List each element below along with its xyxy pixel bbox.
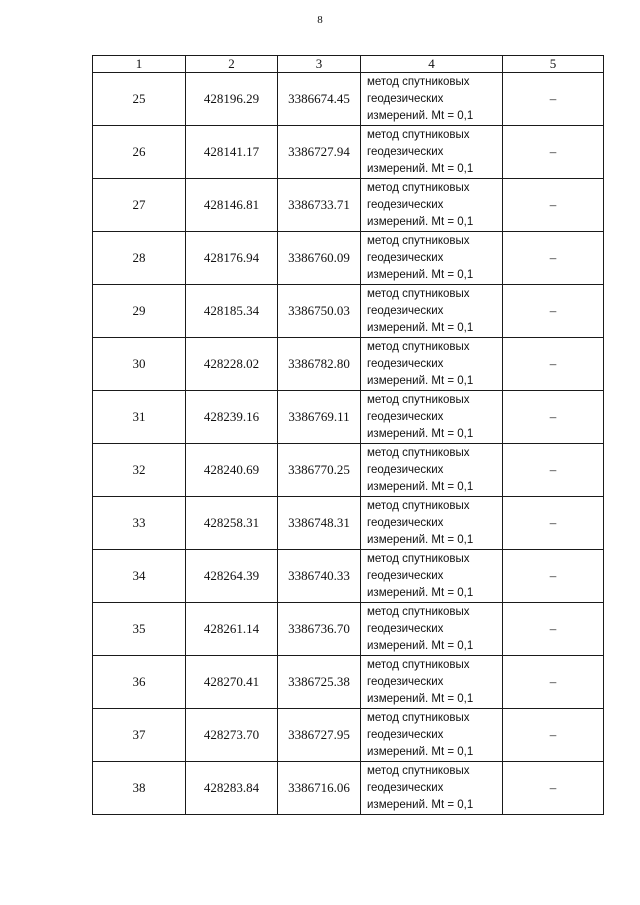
- x-coordinate-cell: 428283.84: [186, 762, 278, 815]
- method-cell: [361, 497, 503, 550]
- note-cell: –: [503, 762, 604, 815]
- point-number-cell: 25: [93, 73, 186, 126]
- x-coordinate-cell: 428273.70: [186, 709, 278, 762]
- y-coordinate-cell: 3386769.11: [278, 391, 361, 444]
- note-cell: –: [503, 126, 604, 179]
- method-line: геодезических: [367, 675, 444, 688]
- point-number-cell: 32: [93, 444, 186, 497]
- x-coordinate-cell: 428141.17: [186, 126, 278, 179]
- note-cell: –: [503, 391, 604, 444]
- header-col-2: 2: [186, 56, 278, 73]
- y-coordinate-cell: 3386725.38: [278, 656, 361, 709]
- y-coordinate-cell: 3386727.94: [278, 126, 361, 179]
- page-number: 8: [317, 14, 323, 26]
- method-line: измерений. Mt = 0,1: [367, 268, 474, 281]
- method-line: метод спутниковых: [367, 181, 470, 194]
- method-cell: [361, 179, 503, 232]
- method-line: измерений. Mt = 0,1: [367, 109, 474, 122]
- y-coordinate-cell: 3386782.80: [278, 338, 361, 391]
- method-line: метод спутниковых: [367, 128, 470, 141]
- point-number-cell: 30: [93, 338, 186, 391]
- point-number-cell: 36: [93, 656, 186, 709]
- x-coordinate-cell: 428239.16: [186, 391, 278, 444]
- method-cell: [361, 656, 503, 709]
- method-cell: [361, 338, 503, 391]
- table-row: [93, 179, 604, 232]
- method-line: измерений. Mt = 0,1: [367, 692, 474, 705]
- method-line: измерений. Mt = 0,1: [367, 745, 474, 758]
- point-number-cell: 31: [93, 391, 186, 444]
- note-cell: –: [503, 338, 604, 391]
- note-cell: –: [503, 285, 604, 338]
- header-col-1: 1: [93, 56, 186, 73]
- note-cell: –: [503, 550, 604, 603]
- method-cell: [361, 232, 503, 285]
- coordinates-table: [92, 55, 604, 815]
- method-line: геодезических: [367, 516, 444, 529]
- method-line: метод спутниковых: [367, 287, 470, 300]
- table-row: [93, 232, 604, 285]
- x-coordinate-cell: 428264.39: [186, 550, 278, 603]
- method-line: измерений. Mt = 0,1: [367, 162, 474, 175]
- method-line: метод спутниковых: [367, 340, 470, 353]
- method-cell: [361, 444, 503, 497]
- x-coordinate-cell: 428196.29: [186, 73, 278, 126]
- note-cell: –: [503, 444, 604, 497]
- table-body: [93, 73, 604, 815]
- x-coordinate-cell: 428185.34: [186, 285, 278, 338]
- x-coordinate-cell: 428258.31: [186, 497, 278, 550]
- header-row: [93, 56, 604, 73]
- method-cell: [361, 762, 503, 815]
- method-line: измерений. Mt = 0,1: [367, 427, 474, 440]
- table-row: [93, 550, 604, 603]
- method-line: метод спутниковых: [367, 499, 470, 512]
- point-number-cell: 26: [93, 126, 186, 179]
- method-line: геодезических: [367, 304, 444, 317]
- point-number-cell: 35: [93, 603, 186, 656]
- table-row: [93, 709, 604, 762]
- x-coordinate-cell: 428228.02: [186, 338, 278, 391]
- method-cell: [361, 73, 503, 126]
- method-line: метод спутниковых: [367, 764, 470, 777]
- method-line: метод спутниковых: [367, 393, 470, 406]
- table-row: [93, 338, 604, 391]
- table-row: [93, 126, 604, 179]
- y-coordinate-cell: 3386760.09: [278, 232, 361, 285]
- method-cell: [361, 126, 503, 179]
- point-number-cell: 27: [93, 179, 186, 232]
- method-line: измерений. Mt = 0,1: [367, 480, 474, 493]
- table-row: [93, 497, 604, 550]
- point-number-cell: 37: [93, 709, 186, 762]
- point-number-cell: 28: [93, 232, 186, 285]
- method-line: измерений. Mt = 0,1: [367, 533, 474, 546]
- x-coordinate-cell: 428146.81: [186, 179, 278, 232]
- method-cell: [361, 391, 503, 444]
- x-coordinate-cell: 428270.41: [186, 656, 278, 709]
- method-line: метод спутниковых: [367, 711, 470, 724]
- point-number-cell: 38: [93, 762, 186, 815]
- note-cell: –: [503, 497, 604, 550]
- table-row: [93, 603, 604, 656]
- table-row: [93, 285, 604, 338]
- note-cell: –: [503, 232, 604, 285]
- method-cell: [361, 603, 503, 656]
- table-row: [93, 444, 604, 497]
- method-line: метод спутниковых: [367, 658, 470, 671]
- method-line: метод спутниковых: [367, 552, 470, 565]
- note-cell: –: [503, 179, 604, 232]
- method-line: геодезических: [367, 622, 444, 635]
- method-cell: [361, 709, 503, 762]
- table-row: [93, 656, 604, 709]
- method-line: геодезических: [367, 357, 444, 370]
- method-line: измерений. Mt = 0,1: [367, 798, 474, 811]
- y-coordinate-cell: 3386736.70: [278, 603, 361, 656]
- method-line: метод спутниковых: [367, 75, 470, 88]
- method-line: измерений. Mt = 0,1: [367, 215, 474, 228]
- note-cell: –: [503, 709, 604, 762]
- header-col-3: 3: [278, 56, 361, 73]
- method-line: измерений. Mt = 0,1: [367, 639, 474, 652]
- y-coordinate-cell: 3386748.31: [278, 497, 361, 550]
- method-line: геодезических: [367, 463, 444, 476]
- point-number-cell: 34: [93, 550, 186, 603]
- method-line: геодезических: [367, 251, 444, 264]
- y-coordinate-cell: 3386770.25: [278, 444, 361, 497]
- method-line: измерений. Mt = 0,1: [367, 321, 474, 334]
- method-cell: [361, 550, 503, 603]
- y-coordinate-cell: 3386733.71: [278, 179, 361, 232]
- header-col-4: 4: [361, 56, 503, 73]
- y-coordinate-cell: 3386727.95: [278, 709, 361, 762]
- point-number-cell: 29: [93, 285, 186, 338]
- table-row: [93, 73, 604, 126]
- note-cell: –: [503, 656, 604, 709]
- method-line: измерений. Mt = 0,1: [367, 374, 474, 387]
- method-line: геодезических: [367, 92, 444, 105]
- y-coordinate-cell: 3386716.06: [278, 762, 361, 815]
- method-line: метод спутниковых: [367, 605, 470, 618]
- x-coordinate-cell: 428261.14: [186, 603, 278, 656]
- note-cell: –: [503, 73, 604, 126]
- header-col-5: 5: [503, 56, 604, 73]
- table-row: [93, 391, 604, 444]
- method-line: метод спутниковых: [367, 446, 470, 459]
- method-line: геодезических: [367, 198, 444, 211]
- method-line: геодезических: [367, 728, 444, 741]
- method-line: геодезических: [367, 410, 444, 423]
- y-coordinate-cell: 3386674.45: [278, 73, 361, 126]
- method-line: геодезических: [367, 569, 444, 582]
- method-line: метод спутниковых: [367, 234, 470, 247]
- x-coordinate-cell: 428240.69: [186, 444, 278, 497]
- method-line: геодезических: [367, 145, 444, 158]
- note-cell: –: [503, 603, 604, 656]
- table-header: [93, 56, 604, 73]
- x-coordinate-cell: 428176.94: [186, 232, 278, 285]
- method-line: измерений. Mt = 0,1: [367, 586, 474, 599]
- table-row: [93, 762, 604, 815]
- y-coordinate-cell: 3386750.03: [278, 285, 361, 338]
- method-line: геодезических: [367, 781, 444, 794]
- method-cell: [361, 285, 503, 338]
- y-coordinate-cell: 3386740.33: [278, 550, 361, 603]
- point-number-cell: 33: [93, 497, 186, 550]
